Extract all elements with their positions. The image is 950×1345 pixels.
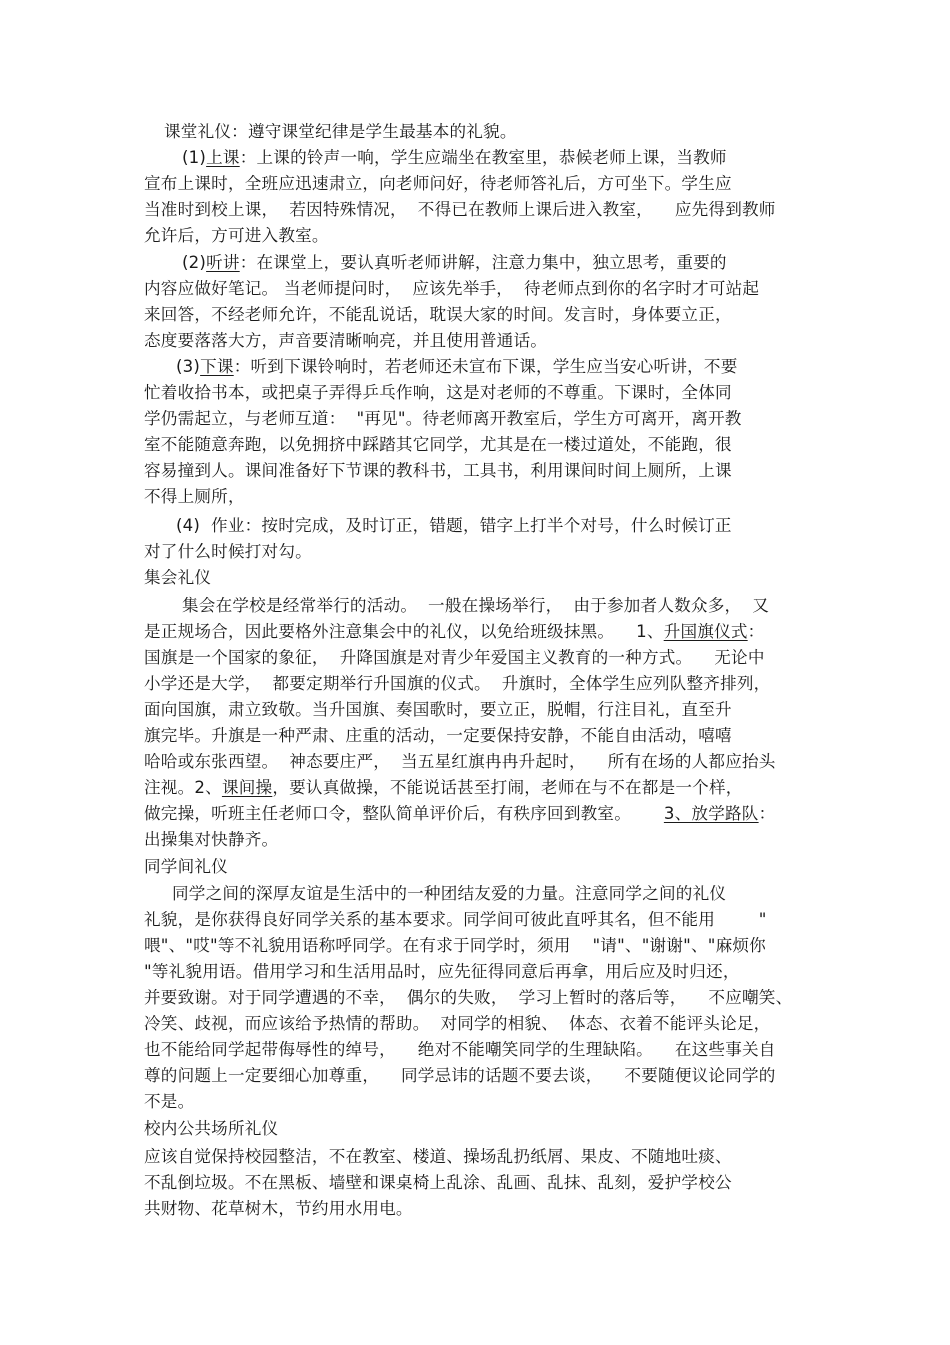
class-start-label: 上课 <box>206 148 240 167</box>
assembly-heading: 集会礼仪 <box>144 568 212 587</box>
dismissal-colon: ： <box>758 804 776 823</box>
class-start-line-3: 当准时到校上课， 若因特殊情况， 不得已在教师上课后进入教室， 应先得到教师 <box>144 200 776 219</box>
class-end-label: 下课 <box>200 357 234 376</box>
listening-number: (2) <box>182 253 207 272</box>
class-end-text: ：听到下课铃响时，若老师还未宣布下课，学生应当安心听讲，不要 <box>233 357 738 376</box>
classmates-line-5: 并要致谢。对于同学遭遇的不幸， 偶尔的失败， 学习上暂时的落后等， 不应嘲笑、 <box>144 988 793 1007</box>
assembly-line-8-start: 注视。2、 <box>144 778 222 797</box>
class-end-line-5: 容易撞到人。课间准备好下节课的教科书，工具书，利用课间时间上厕所，上课 <box>144 461 732 480</box>
class-end-number: (3) <box>176 357 201 376</box>
class-start-line-4: 允许后，方可进入教室。 <box>144 226 329 245</box>
class-end-line-3: 学仍需起立，与老师互道： "再见"。待老师离开教室后，学生方可离开，离开教 <box>144 409 742 428</box>
assembly-line-6: 旗完毕。升旗是一种严肃、庄重的活动，一定要保持安静，不能自由活动，嘻嘻 <box>144 726 732 745</box>
homework-line-1: (4) 作业：按时完成，及时订正，错题，错字上打半个对号，什么时候订正 <box>176 516 732 535</box>
class-end-line-2: 忙着收拾书本，或把桌子弄得乒乓作响，这是对老师的不尊重。下课时，全体同 <box>144 383 732 402</box>
assembly-line-7: 哈哈或东张西望。 神态要庄严， 当五星红旗冉冉升起时， 所有在场的人都应抬头 <box>144 752 776 771</box>
classmates-line-7: 也不能给同学起带侮辱性的绰号， 绝对不能嘲笑同学的生理缺陷。 在这些事关自 <box>144 1040 776 1059</box>
public-line-2: 不乱倒垃圾。不在黑板、墙壁和课桌椅上乱涂、乱画、乱抹、乱刻，爱护学校公 <box>144 1173 732 1192</box>
classmates-line-6: 冷笑、歧视，而应该给予热情的帮助。 对同学的相貌、 体态、衣着不能评头论足， <box>144 1014 771 1033</box>
homework-line-2: 对了什么时候打对勾。 <box>144 542 312 561</box>
classmates-line-2: 礼貌，是你获得良好同学关系的基本要求。同学间可彼此直呼其名，但不能用 " <box>144 910 767 929</box>
assembly-line-8-end: ，要认真做操，不能说话甚至打闹，老师在与不在都是一个样， <box>272 778 743 797</box>
classmates-line-1: 同学之间的深厚友谊是生活中的一种团结友爱的力量。注意同学之间的礼仪 <box>172 884 727 903</box>
assembly-line-1: 集会在学校是经常举行的活动。 一般在操场举行， 由于参加者人数众多， 又 <box>182 596 770 615</box>
assembly-line-2-text: 是正规场合，因此要格外注意集会中的礼仪，以免给班级抹黑。 1、 <box>144 622 664 641</box>
dismissal-line-label: 3、放学路队 <box>663 804 759 823</box>
assembly-line-9 <box>144 804 775 824</box>
public-heading: 校内公共场所礼仪 <box>144 1119 279 1138</box>
classmates-line-8: 尊的问题上一定要细心加尊重， 同学忌讳的话题不要去谈， 不要随便议论同学的 <box>144 1066 776 1085</box>
assembly-line-5: 面向国旗，肃立致敬。当升国旗、奏国歌时，要立正，脱帽，行注目礼，直至升 <box>144 700 732 719</box>
class-end-line-6: 不得上厕所， <box>144 487 245 506</box>
listening-line-2: 内容应做好笔记。 当老师提问时， 应该先举手， 待老师点到你的名字时才可站起 <box>144 279 760 298</box>
class-start-line-1 <box>182 148 727 168</box>
listening-line-3: 来回答，不经老师允许，不能乱说话，耽误大家的时间。发言时，身体要立正， <box>144 305 732 324</box>
flag-raising-colon: ： <box>747 622 765 641</box>
flag-raising-label: 升国旗仪式 <box>663 622 748 641</box>
listening-line-4: 态度要落落大方，声音要清晰响亮，并且使用普通话。 <box>144 331 548 350</box>
classroom-intro: 课堂礼仪：遵守课堂纪律是学生最基本的礼貌。 <box>164 122 517 141</box>
class-end-line-1 <box>176 357 738 377</box>
listening-line-1 <box>182 253 727 273</box>
assembly-line-9-text: 做完操，听班主任老师口令，整队简单评价后，有秩序回到教室。 <box>144 804 664 823</box>
class-end-line-4: 室不能随意奔跑，以免拥挤中踩踏其它同学，尤其是在一楼过道处，不能跑，很 <box>144 435 732 454</box>
public-line-1: 应该自觉保持校园整洁，不在教室、楼道、操场乱扔纸屑、果皮、不随地吐痰、 <box>144 1147 732 1166</box>
public-line-3: 共财物、花草树木，节约用水用电。 <box>144 1199 413 1218</box>
class-start-line-2: 宣布上课时，全班应迅速肃立，向老师问好，待老师答礼后，方可坐下。学生应 <box>144 174 732 193</box>
classmates-line-3: 喂"、"哎"等不礼貌用语称呼同学。在有求于同学时，须用 "请"、"谢谢"、"麻烦你 <box>144 936 766 955</box>
assembly-line-2 <box>144 622 764 642</box>
listening-label: 听讲 <box>206 253 240 272</box>
assembly-line-3: 国旗是一个国家的象征， 升降国旗是对青少年爱国主义教育的一种方式。 无论中 <box>144 648 765 667</box>
classmates-heading: 同学间礼仪 <box>144 857 228 876</box>
classmates-line-4: "等礼貌用语。借用学习和生活用品时，应先征得同意后再拿，用后应及时归还， <box>144 962 740 981</box>
assembly-line-8 <box>144 778 743 798</box>
exercise-break-label: 课间操 <box>221 778 273 797</box>
classmates-line-9: 不是。 <box>144 1092 195 1111</box>
assembly-line-10: 出操集对快静齐。 <box>144 830 279 849</box>
class-start-number: (1) <box>182 148 207 167</box>
listening-text: ：在课堂上，要认真听老师讲解，注意力集中，独立思考，重要的 <box>239 253 727 272</box>
assembly-line-4: 小学还是大学， 都要定期举行升国旗的仪式。 升旗时，全体学生应列队整齐排列， <box>144 674 771 693</box>
class-start-text: ：上课的铃声一响，学生应端坐在教室里，恭候老师上课，当教师 <box>239 148 727 167</box>
